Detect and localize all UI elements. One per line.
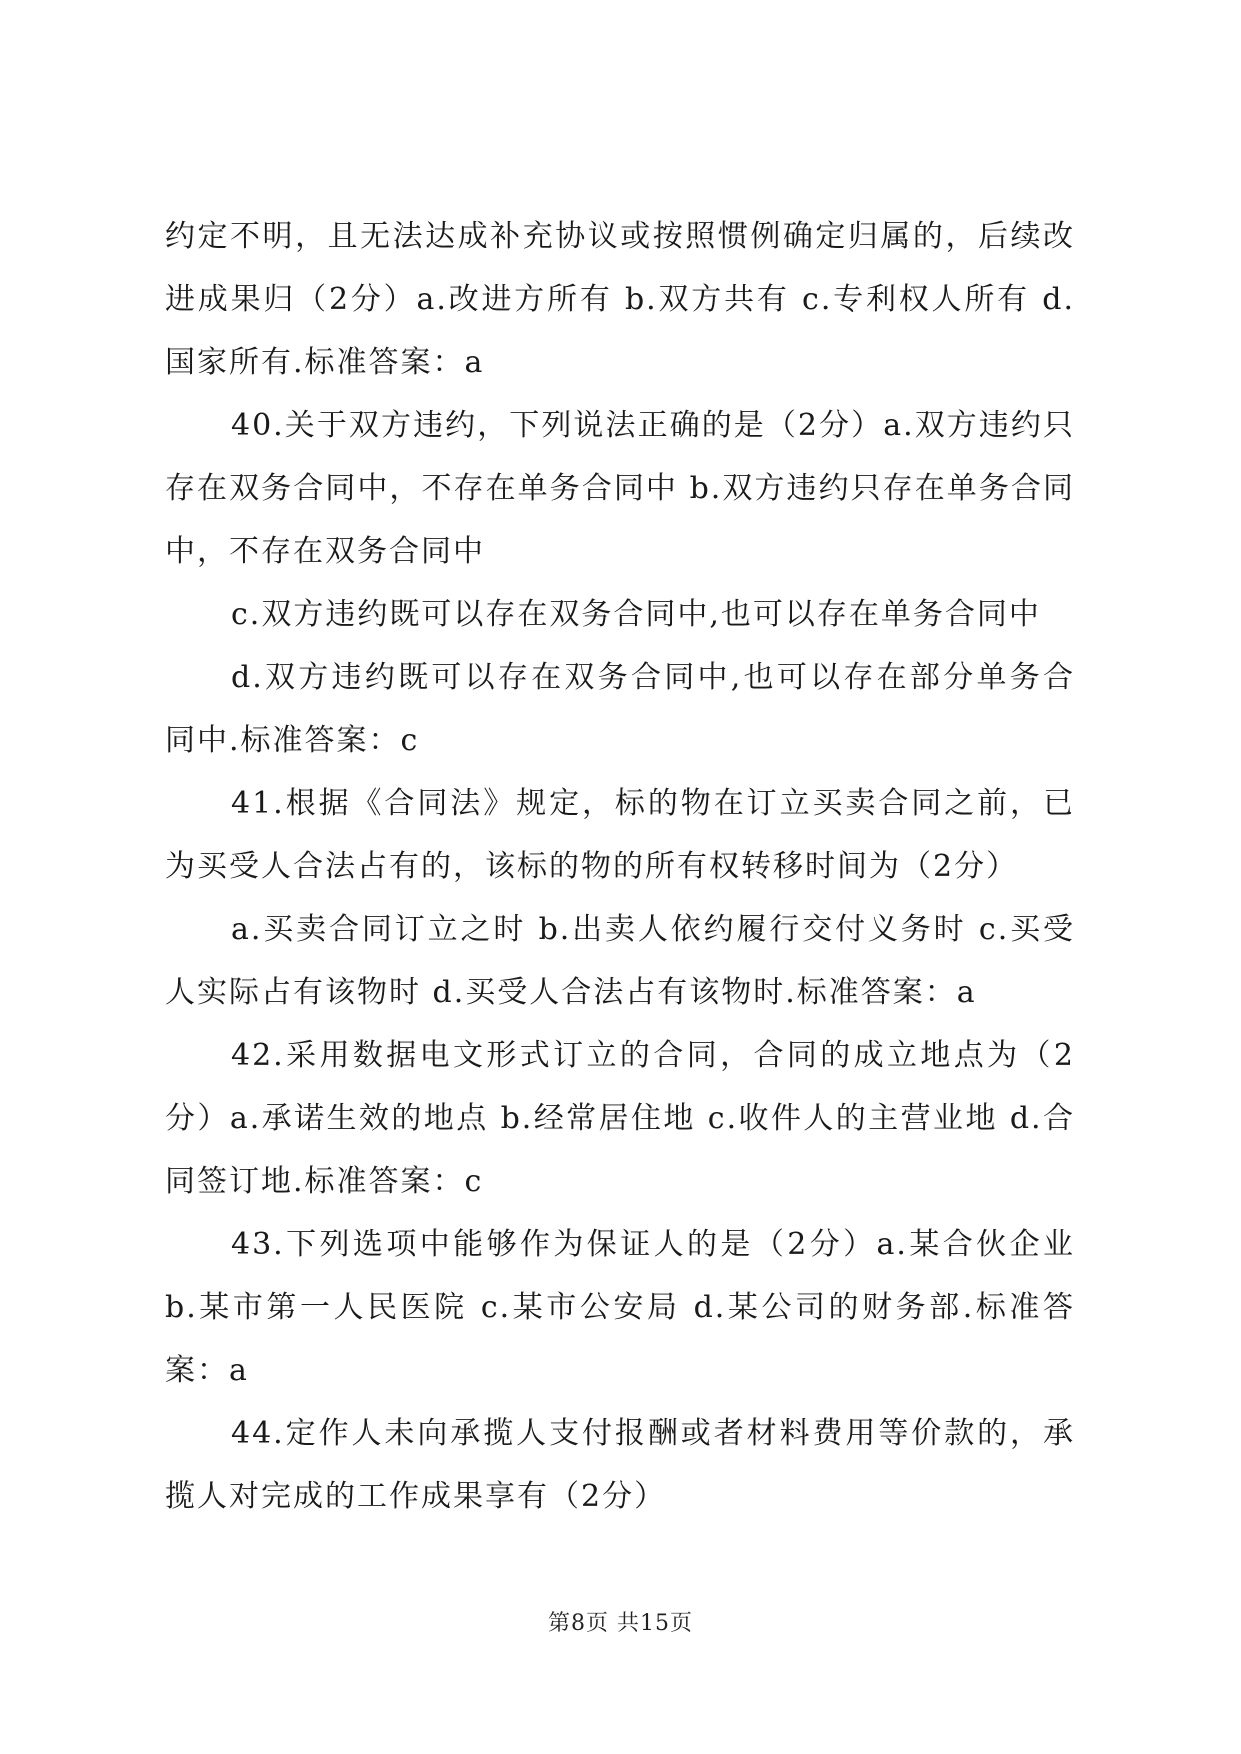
page-number-footer: 第8页 共15页 — [548, 1611, 693, 1636]
question-40-option-d: d.双方违约既可以存在双务合同中,也可以存在部分单务合同中.标准答案：c — [165, 660, 1075, 758]
question-44: 44.定作人未向承揽人支付报酬或者材料费用等价款的，承揽人对完成的工作成果享有（2分） — [165, 1416, 1075, 1514]
question-41: 41.根据《合同法》规定，标的物在订立买卖合同之前，已为买受人合法占有的，该标的物的所有权转移时间为（2分） — [165, 786, 1075, 884]
paragraph-continuation: 约定不明，且无法达成补充协议或按照惯例确定归属的，后续改进成果归（2分）a.改进方所有 b.双方共有 c.专利权人所有 d.国家所有.标准答案：a — [165, 219, 1075, 380]
document-body — [165, 205, 1075, 1528]
question-40: 40.关于双方违约，下列说法正确的是（2分）a.双方违约只存在双务合同中，不存在单务合同中 b.双方违约只存在单务合同中，不存在双务合同中 — [165, 408, 1075, 569]
question-40-option-c: c.双方违约既可以存在双务合同中,也可以存在单务合同中 — [231, 597, 1041, 632]
question-43: 43.下列选项中能够作为保证人的是（2分）a.某合伙企业 b.某市第一人民医院 c.某市公安局 d.某公司的财务部.标准答案：a — [165, 1227, 1075, 1388]
question-42: 42.采用数据电文形式订立的合同，合同的成立地点为（2分）a.承诺生效的地点 b.经常居住地 c.收件人的主营业地 d.合同签订地.标准答案：c — [165, 1038, 1075, 1199]
question-41-options: a.买卖合同订立之时 b.出卖人依约履行交付义务时 c.买受人实际占有该物时 d.买受人合法占有该物时.标准答案：a — [165, 912, 1075, 1010]
